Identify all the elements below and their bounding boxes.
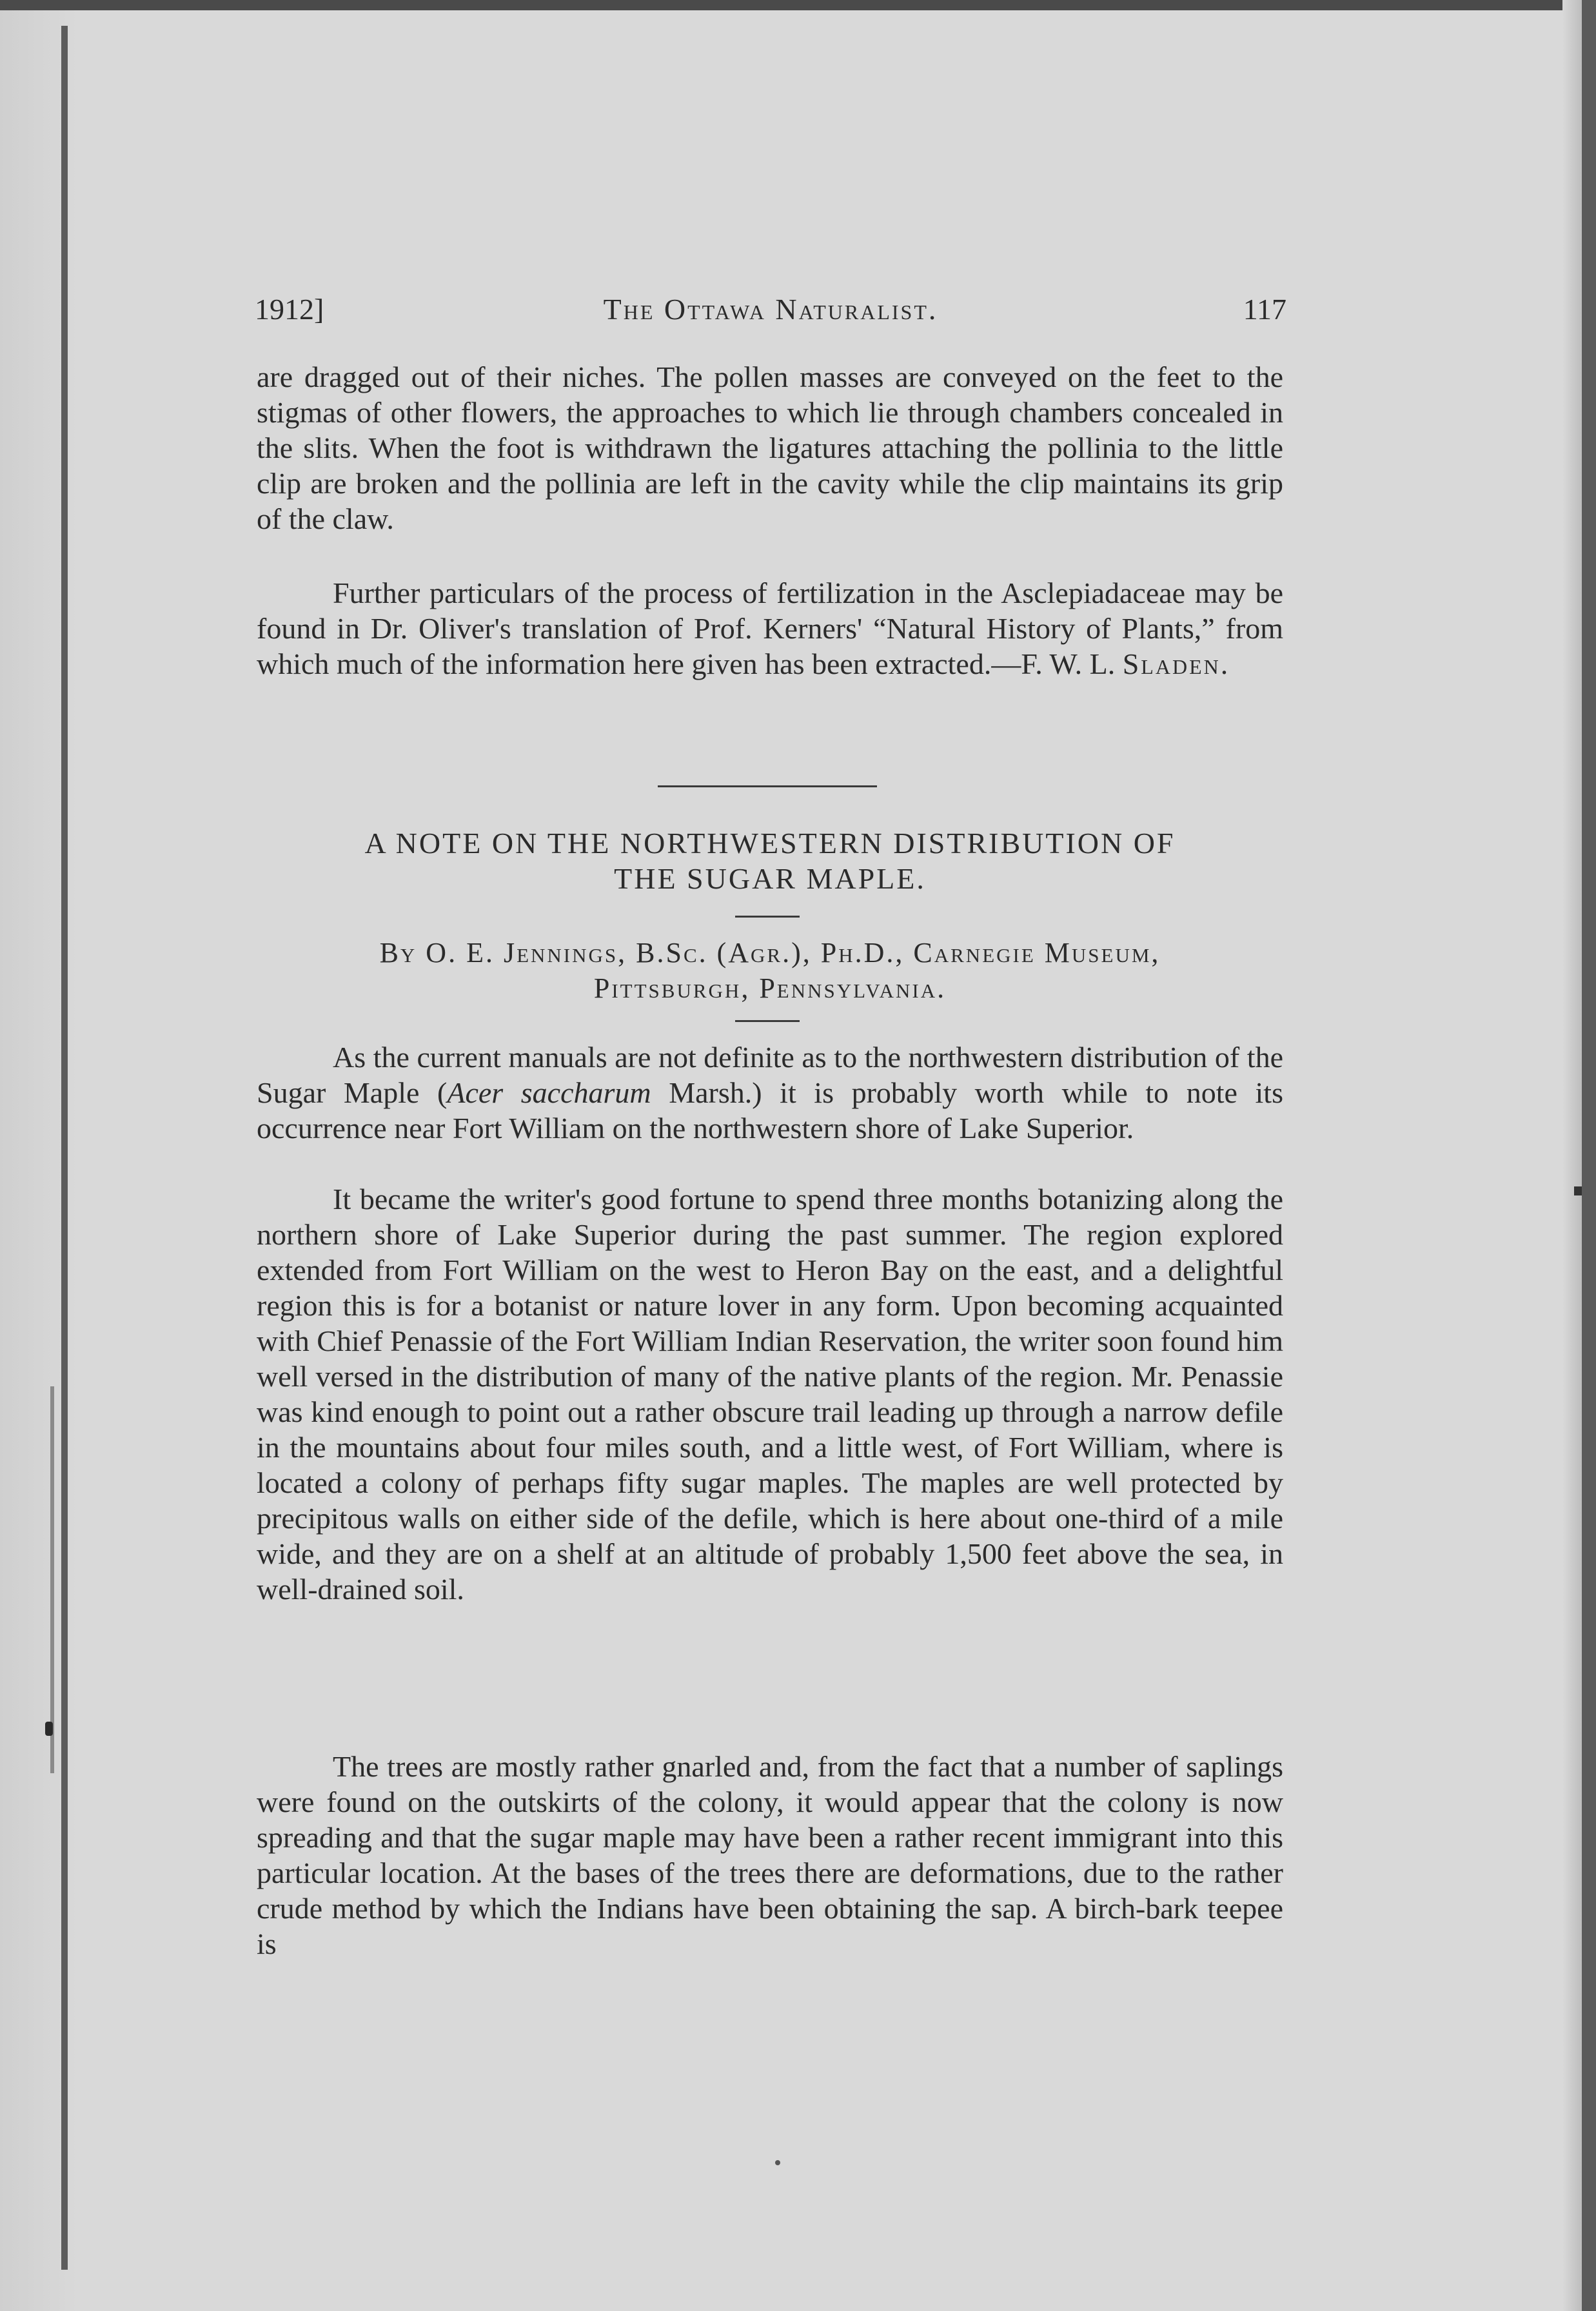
article-title-line-1: A NOTE ON THE NORTHWESTERN DISTRIBUTION OF [364, 827, 1176, 860]
intro-paragraph-2-text: Further particulars of the process of fertilization in the Asclepiadaceae may be found in Dr. Oliver's translation of Prof. Kerners' “Natural History of Plants,” from which much of the information here given has been extracted.—F. W. L. [257, 576, 1283, 680]
header-journal-title: The Ottawa Naturalist. [603, 293, 938, 326]
author-signature: Sladen. [1122, 647, 1230, 680]
species-name: Acer saccharum [447, 1076, 651, 1109]
article-paragraph-3: The trees are mostly rather gnarled and, from the fact that a number of saplings were found on the outskirts of the colony, it would appear that the colony is now spreading and that the sugar maple may have been a rather recent immigrant into this particular location. At the bases of the trees there are deformations, due to the rather crude method by which the Indians have been obtaining the sap. A birch-bark teepee is [257, 1750, 1283, 1960]
scan-top-edge [0, 0, 1596, 10]
header-year: 1912] [255, 293, 324, 326]
article-title-line-2: THE SUGAR MAPLE. [614, 862, 926, 895]
page-right-shade [1562, 0, 1582, 2311]
article-paragraph-1-start: As the current manuals are not definite as to the northwestern distribution of the Sugar Maple ( [257, 1041, 1283, 1109]
article-paragraph-2: It became the writer's good fortune to spend three months botanizing along the northern shore of Lake Superior during the past summer. The region explored extended from Fort William on the west to Heron Bay on the east, and a delightful region this is for a botanist or nature lover in any form. Upon becoming acquainted with Chief Penassie of the Fort William Indian Reservation, the writer soon found him well versed in the distribution of many of the native plants of the region. Mr. Penassie was kind enough to point out a rather obscure trail leading up through a narrow defile in the mountains about four miles south, and a little west, of Fort William, where is located a colony of perhaps fifty sugar maples. The maples are well protected by precipitous walls on either side of the defile, which is here about one-third of a mile wide, and they are on a shelf at an altitude of probably 1,500 feet above the sea, in well-drained soil. [257, 1183, 1283, 1606]
intro-paragraph-1: are dragged out of their niches. The pollen masses are conveyed on the feet to the stigmas of other flowers, the approaches to which lie through chambers concealed in the slits. When the foot is withdrawn the ligatures attaching the pollinia to the little clip are broken and the pollinia are left in the cavity while the clip maintains its grip of the claw. [257, 360, 1283, 535]
intro-paragraph-2 [257, 575, 1283, 682]
byline-line-1: By O. E. Jennings, B.Sc. (Agr.), Ph.D., Carnegie Museum, [379, 937, 1161, 969]
byline-rule [735, 1020, 800, 1022]
binding-edge-line [61, 26, 68, 2270]
section-divider [658, 785, 877, 787]
title-rule [735, 916, 800, 918]
scan-right-edge [1582, 0, 1596, 2311]
article-paragraph-1-end: Marsh.) it is probably worth while to note its occurrence near Fort William on the northwestern shore of Lake Superior. [257, 1076, 1283, 1145]
binding-mark [45, 1722, 53, 1736]
binding-edge-shadow [50, 1386, 54, 1773]
scan-speck [775, 2160, 780, 2165]
edge-nick [1574, 1186, 1582, 1195]
header-page-number: 117 [1243, 293, 1286, 326]
running-header [255, 290, 1286, 329]
byline-line-2: Pittsburgh, Pennsylvania. [593, 972, 947, 1004]
article-paragraph-1 [257, 1039, 1283, 1146]
